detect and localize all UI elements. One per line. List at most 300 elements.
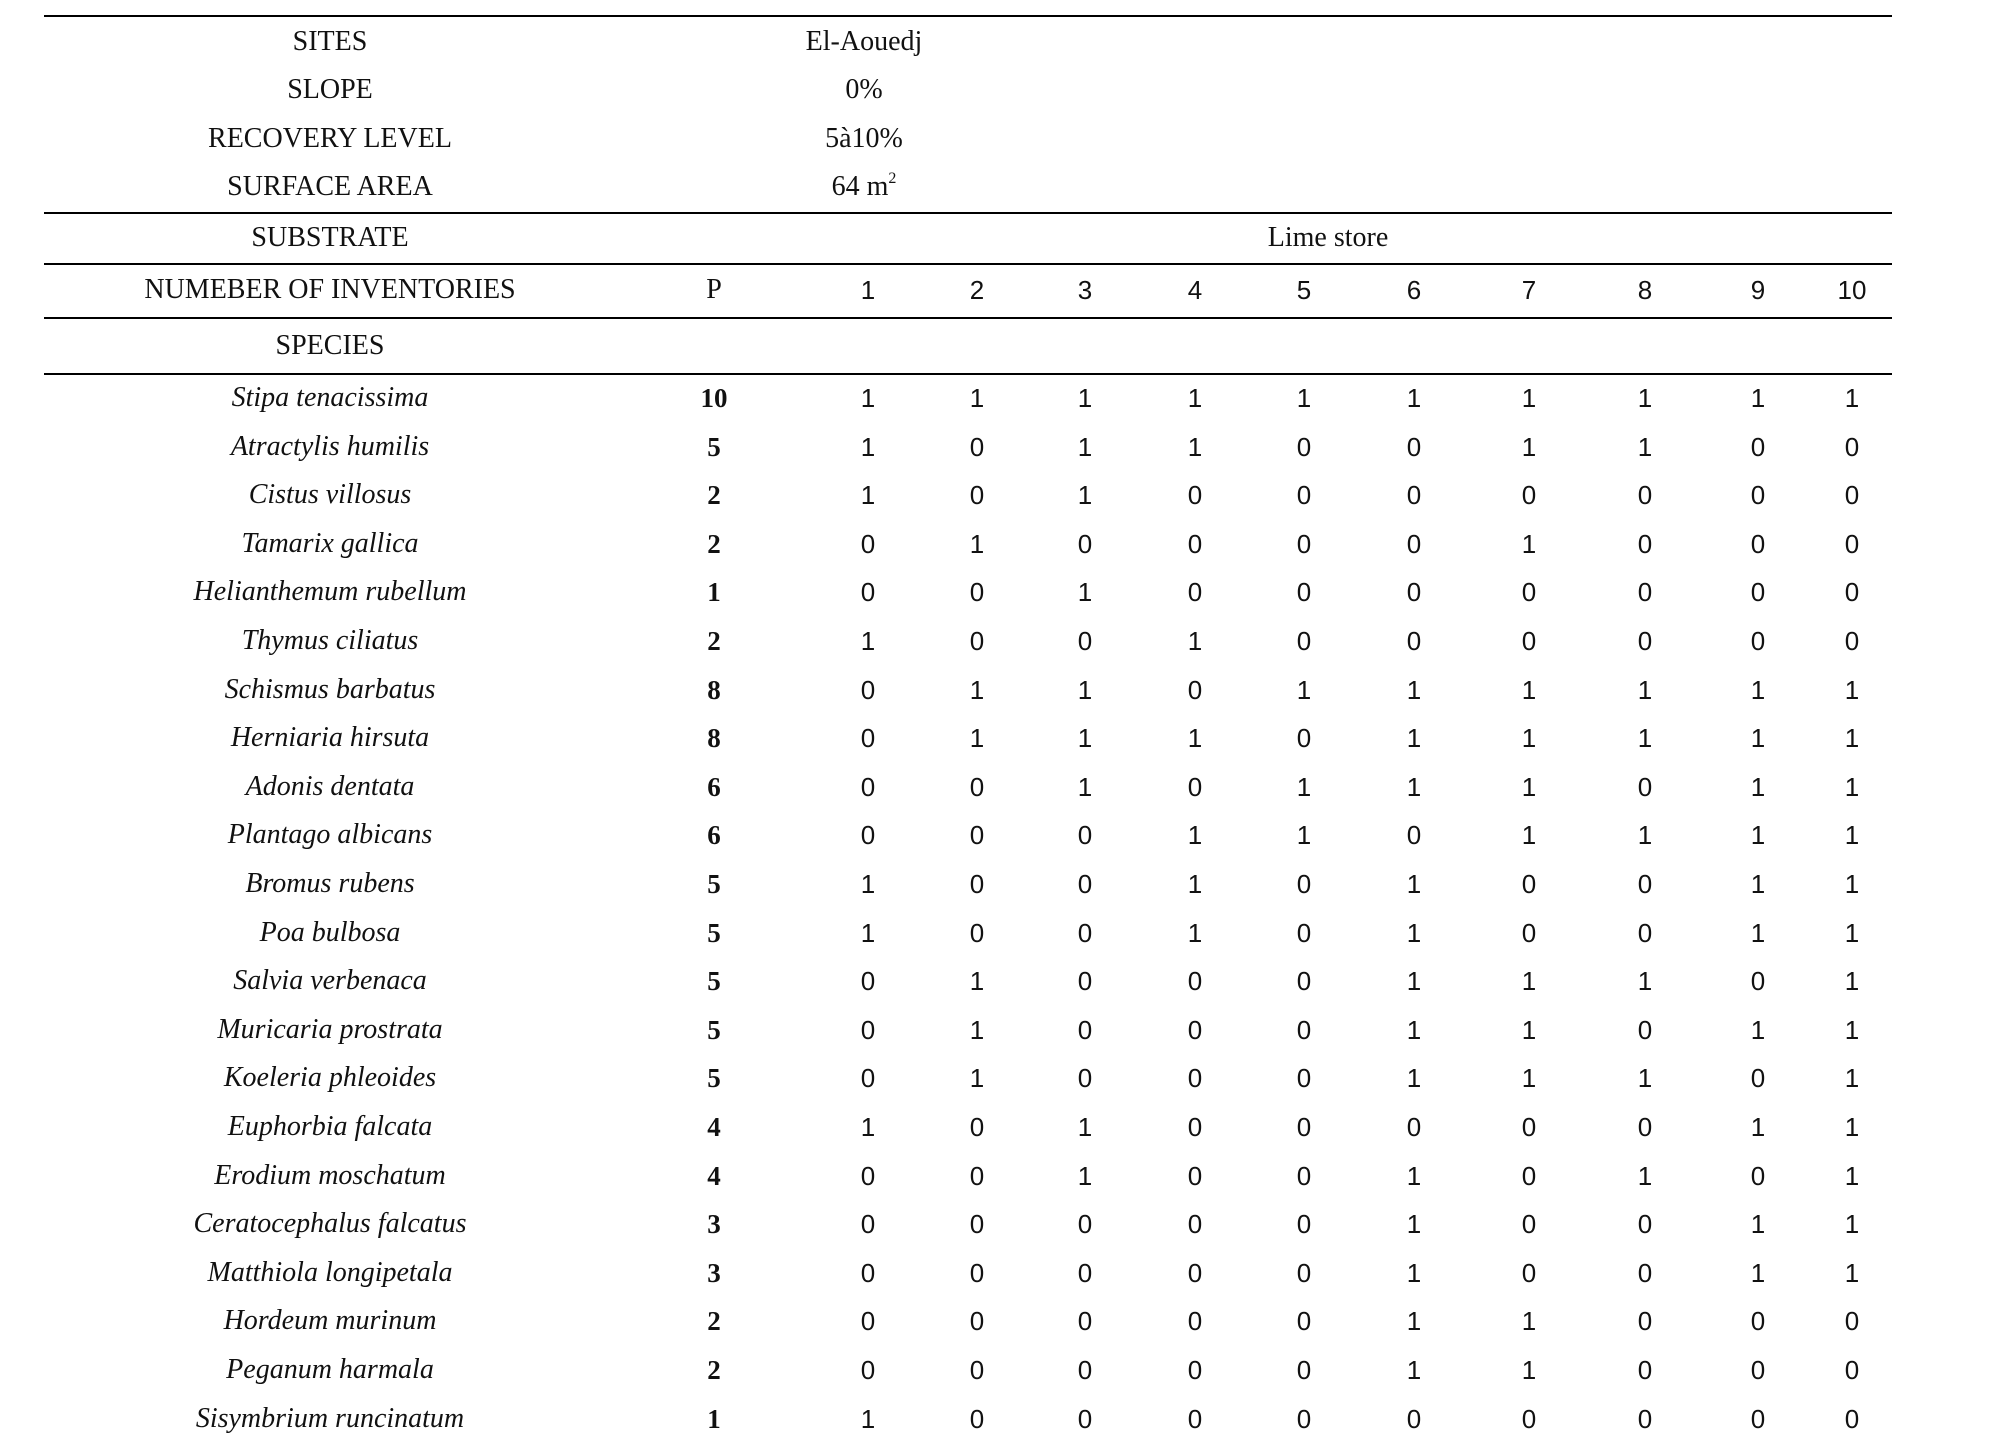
presence-value: 1 <box>1844 1257 1860 1288</box>
table-row <box>44 378 1892 418</box>
presence-value: 1 <box>1406 1355 1422 1385</box>
presence-count: 3 <box>707 1257 721 1288</box>
presence-value: 0 <box>1077 820 1093 851</box>
presence-value: 0 <box>1844 480 1860 511</box>
presence-value: 1 <box>969 528 985 559</box>
slope-value: 0% <box>845 74 883 105</box>
presence-value: 1 <box>969 723 985 754</box>
species-name: Thymus ciliatus <box>241 625 419 656</box>
sites-value: El-Aouedj <box>805 26 923 57</box>
table-row <box>44 1058 1892 1098</box>
presence-value: 0 <box>1521 1403 1537 1434</box>
presence-value: 0 <box>1844 1403 1860 1434</box>
presence-value: 0 <box>1187 1160 1203 1191</box>
presence-value: 0 <box>1296 723 1312 754</box>
species-name: Atractylis humilis <box>230 430 430 462</box>
presence-value: 1 <box>1077 1160 1093 1191</box>
presence-value: 0 <box>969 917 985 948</box>
presence-value: 1 <box>1750 674 1766 705</box>
presence-value: 1 <box>1844 1160 1860 1191</box>
species-name: Plantago albicans <box>227 819 433 851</box>
presence-value: 1 <box>1187 820 1203 851</box>
inventory-number-header: 2 <box>969 275 985 305</box>
presence-value: 0 <box>1296 1403 1312 1434</box>
presence-value: 0 <box>1750 1160 1766 1191</box>
presence-value: 1 <box>1844 1112 1860 1142</box>
species-name: Bromus rubens <box>245 868 415 899</box>
presence-value: 1 <box>1406 1209 1422 1240</box>
presence-value: 0 <box>860 1209 876 1240</box>
table-row <box>44 572 1892 612</box>
presence-value: 0 <box>1296 480 1312 511</box>
table-row <box>44 815 1892 855</box>
presence-count: 6 <box>707 771 721 802</box>
presence-value: 1 <box>1406 1257 1422 1288</box>
presence-value: 0 <box>1406 1112 1422 1142</box>
presence-count: 2 <box>707 626 721 656</box>
presence-value: 0 <box>1637 1403 1653 1434</box>
presence-value: 0 <box>969 1112 985 1142</box>
presence-value: 0 <box>1187 1355 1203 1385</box>
presence-value: 0 <box>1187 1209 1203 1240</box>
inventory-number-header: 1 <box>860 275 876 305</box>
table-row <box>44 1399 1892 1439</box>
presence-value: 0 <box>1077 1355 1093 1385</box>
presence-value: 0 <box>969 1306 985 1337</box>
surface-value <box>714 167 1014 207</box>
presence-value: 0 <box>1844 528 1860 559</box>
table-row <box>44 1156 1892 1196</box>
presence-value: 0 <box>1406 1403 1422 1434</box>
presence-value: 1 <box>1521 820 1537 851</box>
presence-value: 1 <box>1521 383 1537 413</box>
presence-value: 1 <box>1077 383 1093 413</box>
substrate-top-rule <box>44 212 1892 214</box>
presence-value: 1 <box>1521 528 1537 559</box>
presence-value: 0 <box>1844 626 1860 656</box>
species-name: Cistus villosus <box>248 479 412 511</box>
presence-value: 0 <box>1637 771 1653 802</box>
presence-value: 0 <box>1296 577 1312 608</box>
presence-value: 1 <box>1406 966 1422 997</box>
presence-value: 1 <box>860 383 876 413</box>
presence-value: 0 <box>1521 1209 1537 1240</box>
presence-value: 0 <box>1077 1209 1093 1240</box>
presence-value: 1 <box>1077 674 1093 705</box>
presence-count: 2 <box>707 1306 721 1337</box>
presence-count: 2 <box>707 1355 721 1385</box>
table-row <box>44 1204 1892 1244</box>
inventory-number-header: 5 <box>1296 275 1312 305</box>
presence-value: 0 <box>1296 1014 1312 1045</box>
inventories-top-rule <box>44 263 1892 265</box>
presence-value: 0 <box>1077 869 1093 899</box>
species-name: Schismus barbatus <box>224 673 436 705</box>
presence-value: 0 <box>860 577 876 608</box>
p-header: P <box>706 274 722 305</box>
presence-value: 0 <box>1750 1403 1766 1434</box>
presence-value: 1 <box>1296 820 1312 851</box>
top-rule <box>44 15 1892 17</box>
surface-unit-exponent: 2 <box>888 170 897 187</box>
inventory-number-header: 4 <box>1187 275 1203 305</box>
presence-value: 1 <box>1521 1063 1537 1094</box>
presence-value: 1 <box>1637 383 1653 413</box>
table-row <box>44 1301 1892 1341</box>
presence-value: 1 <box>1187 383 1203 413</box>
table-row <box>44 718 1892 758</box>
presence-value: 1 <box>1750 1209 1766 1240</box>
presence-value: 0 <box>1296 1257 1312 1288</box>
presence-value: 0 <box>1750 528 1766 559</box>
table-row <box>44 864 1892 904</box>
species-name: Helianthemum rubellum <box>193 576 467 608</box>
presence-value: 0 <box>1521 869 1537 899</box>
presence-value: 1 <box>1521 966 1537 997</box>
presence-value: 1 <box>1844 771 1860 802</box>
presence-value: 0 <box>1296 626 1312 656</box>
presence-count: 5 <box>707 869 721 899</box>
presence-value: 1 <box>1521 1014 1537 1045</box>
presence-value: 1 <box>1406 1306 1422 1337</box>
presence-value: 0 <box>1521 577 1537 608</box>
presence-value: 0 <box>1187 1257 1203 1288</box>
substrate-label: SUBSTRATE <box>251 222 409 253</box>
presence-value: 1 <box>1521 771 1537 802</box>
table-row <box>44 475 1892 515</box>
table-row <box>44 913 1892 953</box>
presence-count: 8 <box>707 674 721 705</box>
presence-value: 1 <box>1077 577 1093 608</box>
presence-count: 3 <box>707 1209 721 1240</box>
presence-value: 0 <box>1844 431 1860 462</box>
table-row <box>44 961 1892 1001</box>
presence-value: 1 <box>1844 723 1860 754</box>
presence-value: 0 <box>860 528 876 559</box>
presence-value: 0 <box>1296 1112 1312 1142</box>
presence-value: 0 <box>1296 1355 1312 1385</box>
presence-value: 1 <box>1187 626 1203 656</box>
species-bottom-rule <box>44 373 1892 375</box>
presence-value: 1 <box>1077 431 1093 462</box>
presence-value: 0 <box>1187 480 1203 511</box>
presence-value: 0 <box>1187 771 1203 802</box>
presence-value: 0 <box>969 1355 985 1385</box>
presence-value: 0 <box>969 480 985 511</box>
presence-value: 0 <box>860 966 876 997</box>
species-name: Tamarix gallica <box>241 527 419 559</box>
presence-value: 1 <box>1844 1014 1860 1045</box>
table-row <box>44 1253 1892 1293</box>
presence-value: 0 <box>969 820 985 851</box>
presence-value: 0 <box>1187 1063 1203 1094</box>
presence-value: 0 <box>1406 431 1422 462</box>
table-row <box>44 621 1892 661</box>
presence-value: 0 <box>1637 1209 1653 1240</box>
presence-value: 0 <box>1637 1355 1653 1385</box>
presence-value: 0 <box>1296 917 1312 948</box>
presence-count: 8 <box>707 723 721 754</box>
presence-value: 1 <box>1521 723 1537 754</box>
table-row <box>44 1010 1892 1050</box>
presence-value: 0 <box>1637 626 1653 656</box>
species-name: Koeleria phleoides <box>223 1062 437 1094</box>
species-header-row <box>44 326 1892 366</box>
presence-value: 0 <box>969 869 985 899</box>
presence-value: 0 <box>969 431 985 462</box>
presence-value: 1 <box>1406 674 1422 705</box>
species-name: Erodium moschatum <box>214 1159 446 1191</box>
presence-value: 0 <box>1521 1112 1537 1142</box>
presence-value: 1 <box>969 966 985 997</box>
presence-value: 0 <box>860 1257 876 1288</box>
presence-value: 0 <box>860 1160 876 1191</box>
presence-count: 1 <box>707 1403 721 1434</box>
presence-value: 0 <box>1187 528 1203 559</box>
presence-value: 1 <box>1844 966 1860 997</box>
presence-value: 0 <box>1521 480 1537 511</box>
presence-value: 1 <box>1187 869 1203 899</box>
presence-value: 1 <box>1296 674 1312 705</box>
presence-count: 2 <box>707 528 721 559</box>
species-name: Matthiola longipetala <box>207 1256 453 1288</box>
presence-value: 0 <box>1077 528 1093 559</box>
presence-value: 0 <box>1077 1257 1093 1288</box>
presence-count: 5 <box>707 431 721 462</box>
presence-count: 5 <box>707 966 721 997</box>
presence-value: 1 <box>1187 917 1203 948</box>
table-row <box>44 767 1892 807</box>
presence-value: 0 <box>1521 1160 1537 1191</box>
presence-value: 0 <box>1750 966 1766 997</box>
presence-value: 1 <box>860 917 876 948</box>
presence-value: 0 <box>860 1014 876 1045</box>
presence-value: 1 <box>1406 383 1422 413</box>
presence-value: 1 <box>1637 723 1653 754</box>
presence-value: 0 <box>1406 480 1422 511</box>
recovery-value: 5à10% <box>825 123 903 154</box>
presence-value: 0 <box>860 771 876 802</box>
presence-value: 0 <box>1077 1403 1093 1434</box>
presence-value: 1 <box>969 383 985 413</box>
species-name: Muricaria prostrata <box>217 1013 443 1045</box>
presence-value: 1 <box>1750 723 1766 754</box>
table-row <box>44 427 1892 467</box>
presence-value: 0 <box>1077 626 1093 656</box>
presence-value: 1 <box>969 674 985 705</box>
presence-value: 1 <box>1406 869 1422 899</box>
presence-value: 0 <box>1844 1355 1860 1385</box>
presence-value: 1 <box>1844 1063 1860 1094</box>
presence-value: 0 <box>1077 1014 1093 1045</box>
inventory-number-header: 9 <box>1750 275 1766 305</box>
species-name: Stipa tenacissima <box>231 382 429 413</box>
presence-value: 0 <box>1187 1112 1203 1142</box>
presence-value: 0 <box>1187 577 1203 608</box>
presence-value: 0 <box>969 1257 985 1288</box>
presence-value: 0 <box>1296 1063 1312 1094</box>
presence-value: 0 <box>1637 869 1653 899</box>
presence-value: 0 <box>1521 917 1537 948</box>
presence-value: 1 <box>969 1063 985 1094</box>
presence-value: 0 <box>1077 1306 1093 1337</box>
presence-value: 0 <box>1521 626 1537 656</box>
presence-value: 1 <box>860 480 876 511</box>
presence-value: 1 <box>1077 480 1093 511</box>
presence-value: 1 <box>1406 1063 1422 1094</box>
presence-value: 0 <box>1750 577 1766 608</box>
inventory-number-header: 10 <box>1837 275 1867 305</box>
presence-count: 5 <box>707 917 721 948</box>
presence-value: 0 <box>1637 1257 1653 1288</box>
presence-value: 1 <box>1750 1257 1766 1288</box>
species-name: Adonis dentata <box>245 770 415 802</box>
presence-value: 0 <box>1296 869 1312 899</box>
presence-value: 1 <box>1637 820 1653 851</box>
recovery-row <box>44 119 1892 159</box>
presence-value: 0 <box>860 1355 876 1385</box>
presence-value: 1 <box>1637 1160 1653 1191</box>
species-name: Hordeum murinum <box>223 1305 437 1337</box>
species-name: Herniaria hirsuta <box>230 722 430 754</box>
presence-value: 1 <box>1844 1209 1860 1240</box>
presence-value: 0 <box>1637 1112 1653 1142</box>
table-row <box>44 670 1892 710</box>
species-name: Peganum harmala <box>226 1354 434 1385</box>
presence-value: 1 <box>1521 431 1537 462</box>
presence-value: 0 <box>1406 577 1422 608</box>
presence-value: 1 <box>969 1014 985 1045</box>
presence-value: 1 <box>1077 771 1093 802</box>
species-label: SPECIES <box>275 330 385 361</box>
presence-value: 1 <box>1077 1112 1093 1142</box>
surface-value-text: 64 m <box>831 171 889 202</box>
presence-count: 1 <box>707 577 721 608</box>
presence-value: 1 <box>1750 383 1766 413</box>
table-row <box>44 1350 1892 1390</box>
presence-value: 1 <box>1750 869 1766 899</box>
species-name: Poa bulbosa <box>259 916 401 948</box>
presence-value: 0 <box>1296 966 1312 997</box>
presence-value: 0 <box>969 626 985 656</box>
presence-value: 0 <box>1750 626 1766 656</box>
presence-value: 1 <box>1844 917 1860 948</box>
presence-value: 0 <box>1187 966 1203 997</box>
presence-value: 0 <box>1296 528 1312 559</box>
presence-value: 0 <box>1296 1160 1312 1191</box>
presence-count: 2 <box>707 480 721 511</box>
species-name: Ceratocephalus falcatus <box>193 1208 467 1240</box>
presence-value: 0 <box>1750 1355 1766 1385</box>
inventory-number-header: 8 <box>1637 275 1653 305</box>
presence-value: 0 <box>1637 1014 1653 1045</box>
inventories-row <box>44 270 1892 310</box>
presence-value: 1 <box>1750 1112 1766 1142</box>
presence-value: 1 <box>1637 966 1653 997</box>
recovery-label: RECOVERY LEVEL <box>208 123 452 154</box>
presence-value: 0 <box>1406 528 1422 559</box>
inventory-number-header: 3 <box>1077 275 1093 305</box>
presence-value: 1 <box>1406 723 1422 754</box>
presence-value: 1 <box>1187 431 1203 462</box>
presence-value: 0 <box>860 1306 876 1337</box>
presence-count: 5 <box>707 1063 721 1094</box>
presence-count: 4 <box>707 1112 721 1142</box>
presence-value: 1 <box>1406 917 1422 948</box>
inventory-number-header: 6 <box>1406 275 1422 305</box>
species-name: Sisymbrium runcinatum <box>195 1402 465 1434</box>
presence-value: 1 <box>1521 1355 1537 1385</box>
presence-value: 0 <box>1187 1403 1203 1434</box>
presence-value: 1 <box>1844 869 1860 899</box>
presence-value: 0 <box>1077 917 1093 948</box>
presence-value: 1 <box>1077 723 1093 754</box>
presence-value: 0 <box>1750 1063 1766 1094</box>
presence-value: 0 <box>1750 431 1766 462</box>
presence-value: 1 <box>1187 723 1203 754</box>
inventory-number-header: 7 <box>1521 275 1537 305</box>
presence-value: 0 <box>1187 1306 1203 1337</box>
presence-value: 1 <box>1296 383 1312 413</box>
presence-value: 0 <box>1637 528 1653 559</box>
presence-value: 0 <box>1077 1063 1093 1094</box>
presence-value: 1 <box>1521 1306 1537 1337</box>
presence-value: 1 <box>1750 1014 1766 1045</box>
presence-value: 1 <box>860 1403 876 1434</box>
presence-value: 0 <box>1521 1257 1537 1288</box>
presence-value: 1 <box>860 626 876 656</box>
presence-value: 1 <box>1844 383 1860 413</box>
presence-value: 1 <box>1637 431 1653 462</box>
presence-value: 1 <box>1406 1160 1422 1191</box>
presence-value: 0 <box>860 1063 876 1094</box>
presence-count: 10 <box>700 383 728 413</box>
presence-count: 5 <box>707 1014 721 1045</box>
presence-value: 1 <box>860 1112 876 1142</box>
presence-value: 1 <box>1844 674 1860 705</box>
presence-value: 0 <box>969 1209 985 1240</box>
presence-value: 1 <box>860 869 876 899</box>
sites-label: SITES <box>292 26 368 57</box>
species-name: Salvia verbenaca <box>233 965 427 997</box>
presence-value: 1 <box>860 431 876 462</box>
surface-label: SURFACE AREA <box>227 171 433 202</box>
presence-value: 0 <box>1637 917 1653 948</box>
presence-value: 0 <box>1296 1306 1312 1337</box>
presence-value: 0 <box>1406 626 1422 656</box>
presence-value: 0 <box>969 577 985 608</box>
presence-value: 1 <box>1637 674 1653 705</box>
presence-count: 4 <box>707 1160 721 1191</box>
presence-value: 0 <box>1844 577 1860 608</box>
presence-value: 1 <box>1406 771 1422 802</box>
presence-value: 0 <box>1187 1014 1203 1045</box>
presence-value: 1 <box>1406 1014 1422 1045</box>
species-top-rule <box>44 317 1892 319</box>
table-row <box>44 524 1892 564</box>
sites-row <box>44 22 1892 62</box>
presence-value: 0 <box>860 820 876 851</box>
presence-value: 0 <box>1637 577 1653 608</box>
presence-value: 1 <box>1750 820 1766 851</box>
presence-value: 0 <box>969 1403 985 1434</box>
presence-value: 0 <box>1637 1306 1653 1337</box>
presence-value: 0 <box>1637 480 1653 511</box>
presence-value: 0 <box>1296 431 1312 462</box>
presence-value: 0 <box>1077 966 1093 997</box>
presence-value: 0 <box>969 1160 985 1191</box>
species-name: Euphorbia falcata <box>227 1111 433 1142</box>
